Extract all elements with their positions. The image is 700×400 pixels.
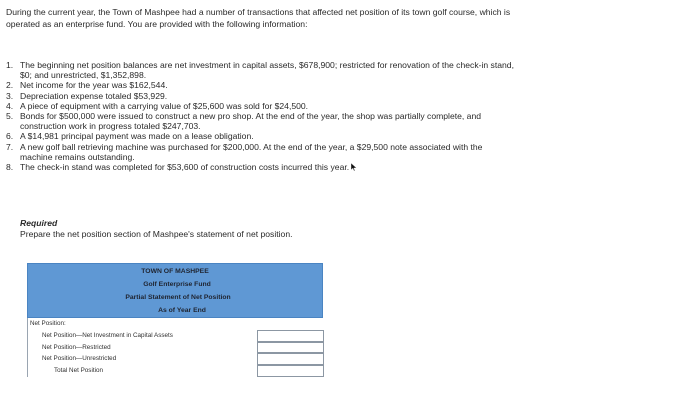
list-item-text-continued: $0; and unrestricted, $1,352,898. [20, 70, 147, 81]
required-instructions: Prepare the net position section of Mashpee's statement of net position. [20, 229, 293, 239]
row-label: Total Net Position [54, 367, 104, 375]
list-item-text-continued: machine remains outstanding. [20, 151, 135, 162]
total-net-position-input[interactable] [257, 365, 324, 377]
row-label: Net Position—Restricted [42, 343, 111, 351]
list-item-number: 1. [6, 60, 14, 70]
table-row-unrestricted [27, 353, 323, 365]
table-row-total [27, 365, 323, 377]
required-title: Required [20, 218, 58, 228]
statement-header [27, 263, 323, 318]
list-item-number: 6. [6, 131, 14, 142]
list-item-text: A new golf ball retrieving machine was purchased for $200,000. At the end of the year, a $29,500 note associated with the [20, 141, 483, 152]
list-item-number: 2. [6, 80, 14, 91]
statement-fund-name: Golf Enterprise Fund [143, 281, 211, 288]
list-item-text: A $14,981 principal payment was made on a lease obligation. [20, 131, 254, 142]
list-item-text: The beginning net position balances are net investment in capital assets, $678,900; restricted for renovation of the check-in stand, [20, 60, 514, 70]
table-row-net-position-heading [27, 318, 323, 330]
list-item [6, 142, 690, 162]
list-item [6, 131, 690, 141]
net-position-statement [27, 263, 323, 387]
list-item-text: Net income for the year was $162,544. [20, 80, 168, 91]
mouse-pointer-icon [351, 163, 357, 171]
list-item [6, 111, 690, 131]
list-item-text: The check-in stand was completed for $53,600 of construction costs incurred this year. [20, 162, 350, 173]
list-item-text: A piece of equipment with a carrying value of $25,600 was sold for $24,500. [20, 100, 309, 111]
statement-entity-name: TOWN OF MASHPEE [141, 268, 209, 275]
table-row-net-investment [27, 330, 323, 342]
list-item [6, 80, 690, 90]
list-item [6, 91, 690, 101]
row-label: Net Position—Unrestricted [42, 355, 117, 363]
unrestricted-amount-input[interactable] [257, 353, 324, 365]
intro-line-1: During the current year, the Town of Mashpee had a number of transactions that affected net position of its town golf course, which is [6, 7, 511, 17]
list-item-text: Depreciation expense totaled $53,929. [20, 90, 168, 101]
row-label: Net Position: [30, 320, 66, 327]
list-item-number: 8. [6, 162, 14, 173]
list-item-text: Bonds for $500,000 were issued to construct a new pro shop. At the end of the year, the shop was partially complete, and [20, 111, 482, 122]
required-section [20, 218, 293, 240]
list-item [6, 162, 690, 172]
problem-intro [6, 6, 686, 30]
row-label: Net Position—Net Investment in Capital Assets [42, 331, 173, 339]
list-item-text-continued: construction work in progress totaled $247,703. [20, 121, 201, 132]
statement-title: Partial Statement of Net Position [125, 294, 231, 301]
intro-line-2: operated as an enterprise fund. You are provided with the following information: [6, 19, 308, 29]
list-item-number: 7. [6, 141, 14, 152]
list-item [6, 60, 690, 80]
list-item [6, 101, 690, 111]
statement-date: As of Year End [158, 307, 206, 314]
restricted-amount-input[interactable] [257, 342, 324, 354]
list-item-text-wrap [20, 162, 690, 172]
list-item-number: 4. [6, 100, 14, 111]
statement-rows [27, 318, 323, 377]
list-item-number: 3. [6, 90, 14, 101]
list-item-number: 5. [6, 111, 14, 122]
net-investment-amount-input[interactable] [257, 330, 324, 342]
information-list [6, 60, 690, 172]
table-row-restricted [27, 342, 323, 354]
